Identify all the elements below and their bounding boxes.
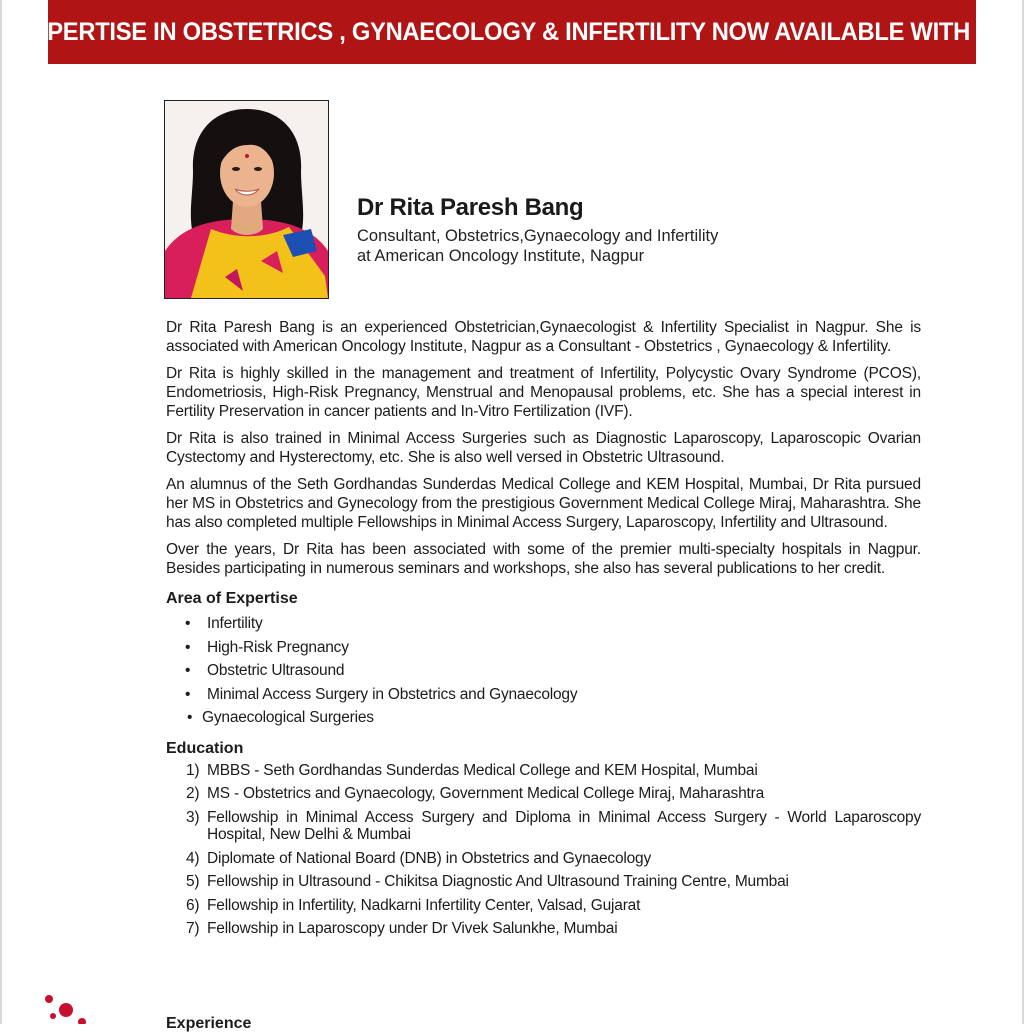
page-edge-left [0, 0, 2, 1024]
bullet-icon: • [185, 615, 191, 632]
item-number: 2) [186, 785, 200, 802]
expertise-heading: Area of Expertise [166, 590, 298, 607]
list-item [166, 785, 921, 803]
item-number: 6) [186, 896, 200, 914]
list-item [166, 706, 921, 730]
bio-paragraph: Over the years, Dr Rita has been associated with some of the premier multi-specialty hospitals in Nagpur. Besides participating in numerous seminars and workshops, she also has several publications to her credit. [166, 541, 921, 577]
list-item [166, 873, 921, 891]
list-item [166, 809, 921, 844]
list-item [166, 920, 921, 938]
item-number: 3) [186, 808, 200, 826]
list-item [166, 683, 921, 707]
education-heading: Education [166, 739, 244, 757]
bullet-icon: • [185, 685, 191, 703]
banner-text: EXPERTISE IN OBSTETRICS , GYNAECOLOGY & INFERTILITY NOW AVAILABLE WITH US [15, 17, 1009, 46]
education-item: Fellowship in Laparoscopy under Dr Vivek Salunkhe, Mumbai [207, 920, 618, 937]
portrait-illustration [165, 101, 328, 298]
doctor-title-line2: at American Oncology Institute, Nagpur [357, 247, 645, 265]
list-item [166, 659, 921, 683]
bio-paragraph: An alumnus of the Seth Gordhandas Sunderdas Medical College and KEM Hospital, Mumbai, Dr Rita pursued her MS in Obstetrics and Gynecology from the prestigious Government Medical College Miraj, Maharashtra. She has also completed multiple Fellowships in Minimal Access Surgery, Laparoscopy, Infertility and Ultrasound. [166, 476, 921, 531]
expertise-item: Infertility [207, 615, 263, 632]
education-item: MS - Obstetrics and Gynaecology, Government Medical College Miraj, Maharashtra [207, 785, 764, 802]
list-item [166, 636, 921, 660]
experience-heading: Experience [166, 1015, 252, 1032]
item-number: 1) [186, 761, 200, 779]
item-number: 5) [186, 873, 200, 890]
bullet-icon: • [187, 709, 193, 726]
bullet-icon: • [185, 638, 191, 656]
expertise-list [166, 612, 921, 730]
education-item: Fellowship in Ultrasound - Chikitsa Diagnostic And Ultrasound Training Centre, Mumbai [207, 873, 789, 890]
item-number: 4) [186, 849, 200, 867]
expertise-item: Minimal Access Surgery in Obstetrics and Gynaecology [207, 685, 578, 703]
education-item: Fellowship in Infertility, Nadkarni Infertility Center, Valsad, Gujarat [207, 896, 641, 914]
bio-paragraph: Dr Rita is also trained in Minimal Access Surgeries such as Diagnostic Laparoscopy, Laparoscopic Ovarian Cystectomy and Hysterectomy, etc. She is also well versed in Obstetric Ultrasound. [166, 430, 921, 466]
expertise-item: Obstetric Ultrasound [207, 662, 345, 679]
header-banner [15, 0, 1009, 64]
list-item [166, 762, 921, 780]
logo-dots-icon [40, 992, 90, 1024]
bio-paragraph: Dr Rita is highly skilled in the management and treatment of Infertility, Polycystic Ovary Syndrome (PCOS), Endometriosis, High-Risk Pregnancy, Menstrual and Menopausal problems, etc. She has a special interest in Fertility Preservation in cancer patients and In-Vitro Fertilization (IVF). [166, 365, 921, 420]
education-item: Diplomate of National Board (DNB) in Obstetrics and Gynaecology [207, 849, 651, 867]
bullet-icon: • [185, 662, 191, 679]
list-item [166, 612, 921, 636]
expertise-item: High-Risk Pregnancy [207, 638, 349, 656]
list-item [166, 897, 921, 915]
education-item: MBBS - Seth Gordhandas Sunderdas Medical College and KEM Hospital, Mumbai [207, 761, 758, 779]
expertise-item: Gynaecological Surgeries [202, 709, 374, 726]
list-item [166, 850, 921, 868]
doctor-title-line1: Consultant, Obstetrics,Gynaecology and Infertility [357, 227, 719, 245]
doctor-photo [164, 100, 329, 299]
doctor-name: Dr Rita Paresh Bang [357, 194, 584, 221]
education-item: Fellowship in Minimal Access Surgery and Diploma in Minimal Access Surgery - World Laparoscopy Hospital, New Delhi & Mumbai [207, 808, 921, 843]
education-list [166, 762, 921, 938]
bio-paragraph: Dr Rita Paresh Bang is an experienced Obstetrician,Gynaecologist & Infertility Specialist in Nagpur. She is associated with American Oncology Institute, Nagpur as a Consultant - Obstetrics , Gynaecology & Infertility. [166, 319, 921, 355]
profile-body [166, 318, 921, 944]
item-number: 7) [186, 920, 200, 937]
doctor-title [357, 226, 718, 266]
